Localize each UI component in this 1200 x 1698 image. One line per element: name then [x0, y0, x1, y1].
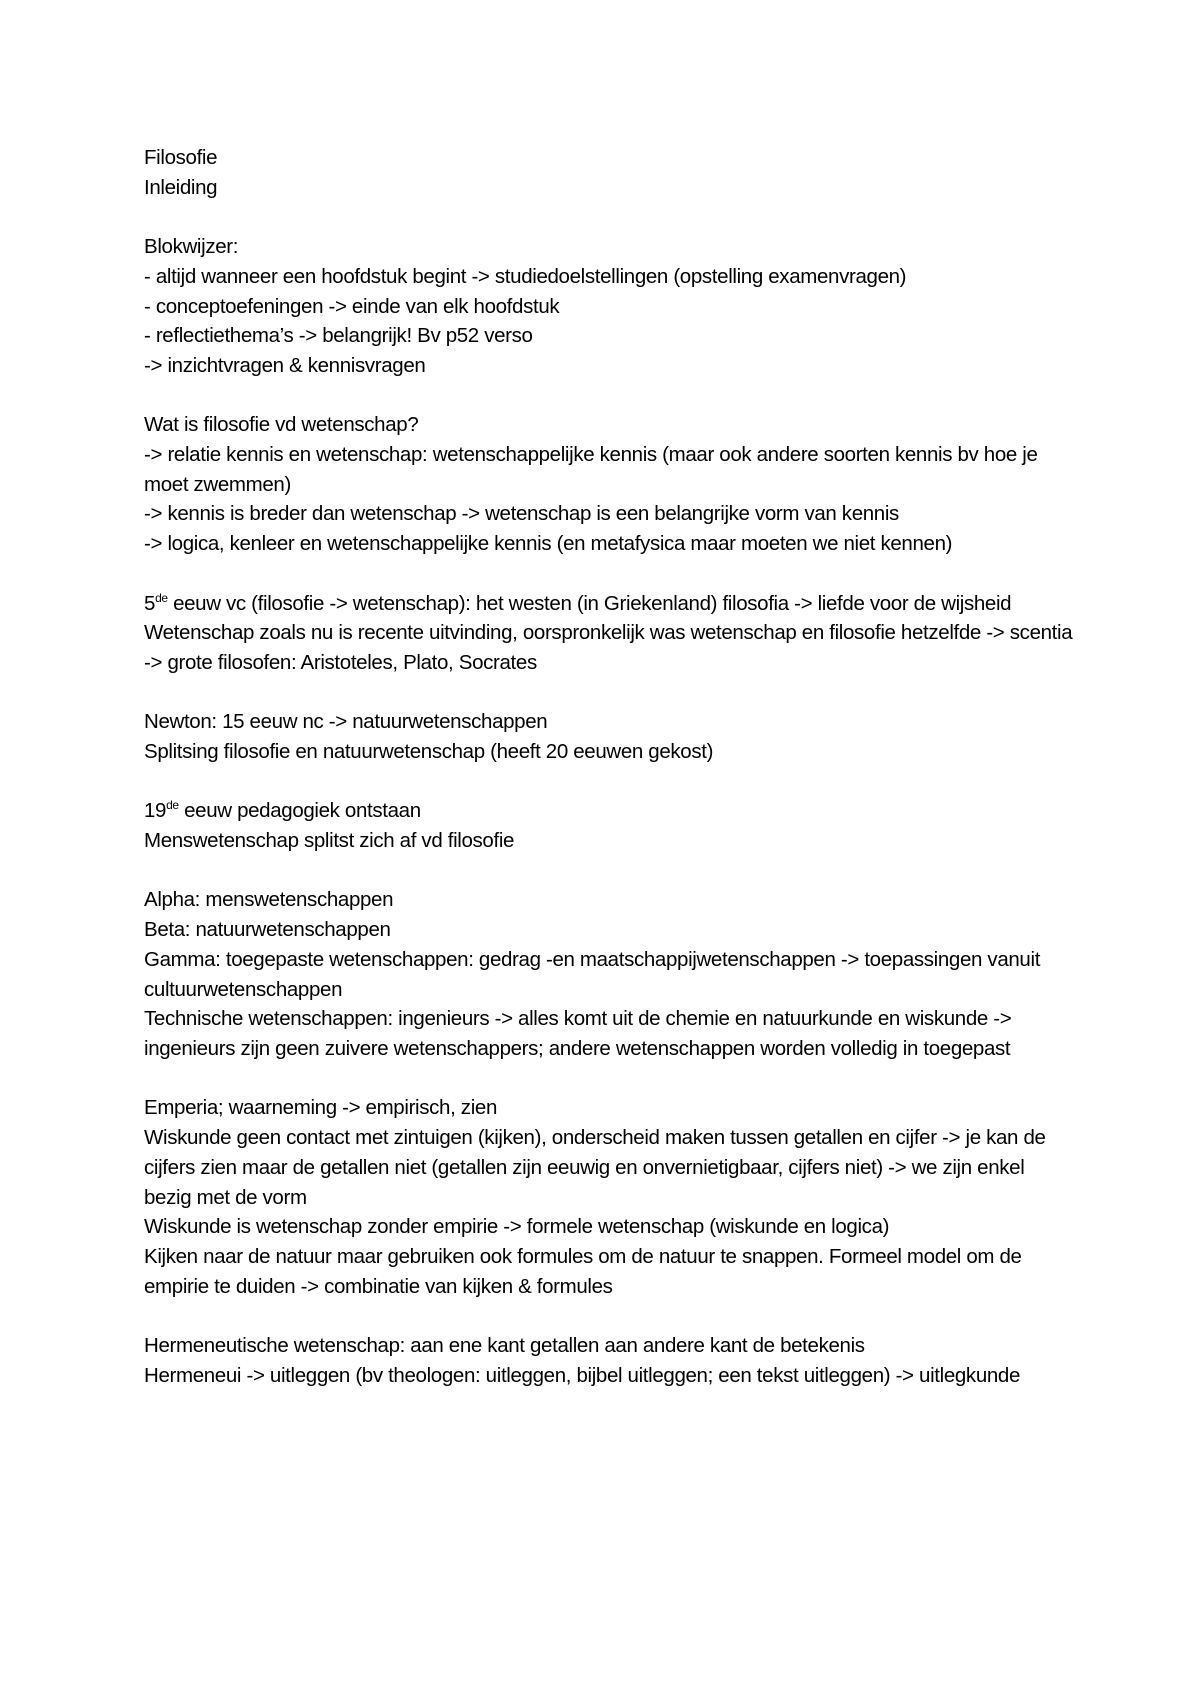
empiria-line: Kijken naar de natuur maar gebruiken ook formules om de natuur te snappen. Formeel model om de empirie te duiden -> combinatie van kijken & formules — [144, 1244, 1022, 1298]
document-title: Filosofie — [144, 146, 218, 169]
ordinal-suffix: de — [166, 798, 179, 813]
indeling-line: Beta: natuurwetenschappen — [144, 918, 391, 942]
empiria-section — [144, 1093, 1074, 1301]
wetenschap-line: -> logica, kenleer en wetenschappelijke kennis (en metafysica maar moeten we niet kennen) — [144, 532, 953, 556]
empiria-line: Wiskunde geen contact met zintuigen (kijken), onderscheid maken tussen getallen en cijfer -> je kan de cijfers zien maar de getallen niet (getallen zijn eeuwig en onvernietigbaar, cijfers niet) -> we zijn enkel bezig met de vorm — [144, 1126, 1046, 1209]
indeling-line: Gamma: toegepaste wetenschappen: gedrag -en maatschappijwetenschappen -> toepassingen vanuit cultuurwetenschappen — [144, 947, 1041, 1001]
empiria-line: Wiskunde is wetenschap zonder empirie -> formele wetenschap (wiskunde en logica) — [144, 1215, 890, 1239]
hermeneutiek-line: Hermeneui -> uitleggen (bv theologen: uitleggen, bijbel uitleggen; een tekst uitleggen) -> uitlegkunde — [144, 1363, 1021, 1387]
hermeneutiek-line: Hermeneutische wetenschap: aan ene kant getallen aan andere kant de betekenis — [144, 1334, 865, 1357]
griekenland-line: Wetenschap zoals nu is recente uitvinding, oorspronkelijk was wetenschap en filosofie hetzelfde -> scentia — [144, 621, 1073, 645]
wetenschap-line: -> kennis is breder dan wetenschap -> wetenschap is een belangrijke vorm van kennis — [144, 502, 899, 526]
title-block — [144, 143, 1074, 202]
blokwijzer-item: - reflectiethema’s -> belangrijk! Bv p52 verso — [144, 324, 533, 348]
newton-line: Newton: 15 eeuw nc -> natuurwetenschappen — [144, 710, 548, 734]
blokwijzer-item: - altijd wanneer een hoofdstuk begint -> studiedoelstellingen (opstelling examenvragen) — [144, 264, 907, 288]
blokwijzer-section — [144, 232, 1074, 381]
newton-section — [144, 707, 1074, 766]
document-body — [144, 143, 1074, 1420]
document-subtitle: Inleiding — [144, 175, 218, 199]
pedagogiek-text: eeuw pedagogiek ontstaan — [178, 799, 421, 823]
griekenland-first-line — [144, 589, 1074, 619]
griekenland-section — [144, 589, 1074, 678]
blokwijzer-item: -> inzichtvragen & kennisvragen — [144, 353, 426, 377]
wetenschap-line: -> relatie kennis en wetenschap: wetenschappelijke kennis (maar ook andere soorten kennis bv hoe je moet zwemmen) — [144, 443, 1038, 496]
pedagogiek-section — [144, 796, 1074, 855]
century-number: 5 — [144, 591, 156, 615]
pedagogiek-first-line — [144, 796, 1074, 826]
newton-line: Splitsing filosofie en natuurwetenschap (heeft 20 eeuwen gekost) — [144, 740, 714, 763]
indeling-line: Alpha: menswetenschappen — [144, 888, 394, 912]
wetenschap-section — [144, 410, 1074, 559]
indeling-section — [144, 885, 1074, 1063]
hermeneutiek-section — [144, 1331, 1074, 1390]
indeling-line: Technische wetenschappen: ingenieurs -> alles komt uit de chemie en natuurkunde en wiskunde -> ingenieurs zijn geen zuivere wetenschappers; andere wetenschappen worden volledig in toegepast — [144, 1007, 1012, 1060]
griekenland-line: -> grote filosofen: Aristoteles, Plato, Socrates — [144, 650, 537, 674]
pedagogiek-line: Menswetenschap splitst zich af vd filosofie — [144, 829, 515, 853]
griekenland-text: eeuw vc (filosofie -> wetenschap): het westen (in Griekenland) filosofia -> liefde voor de wijsheid — [167, 591, 1012, 615]
century-number: 19 — [144, 799, 167, 823]
ordinal-suffix: de — [155, 590, 168, 605]
blokwijzer-heading: Blokwijzer: — [144, 235, 239, 259]
empiria-line: Emperia; waarneming -> empirisch, zien — [144, 1096, 497, 1120]
blokwijzer-item: - conceptoefeningen -> einde van elk hoofdstuk — [144, 294, 560, 318]
wetenschap-heading: Wat is filosofie vd wetenschap? — [144, 413, 419, 437]
